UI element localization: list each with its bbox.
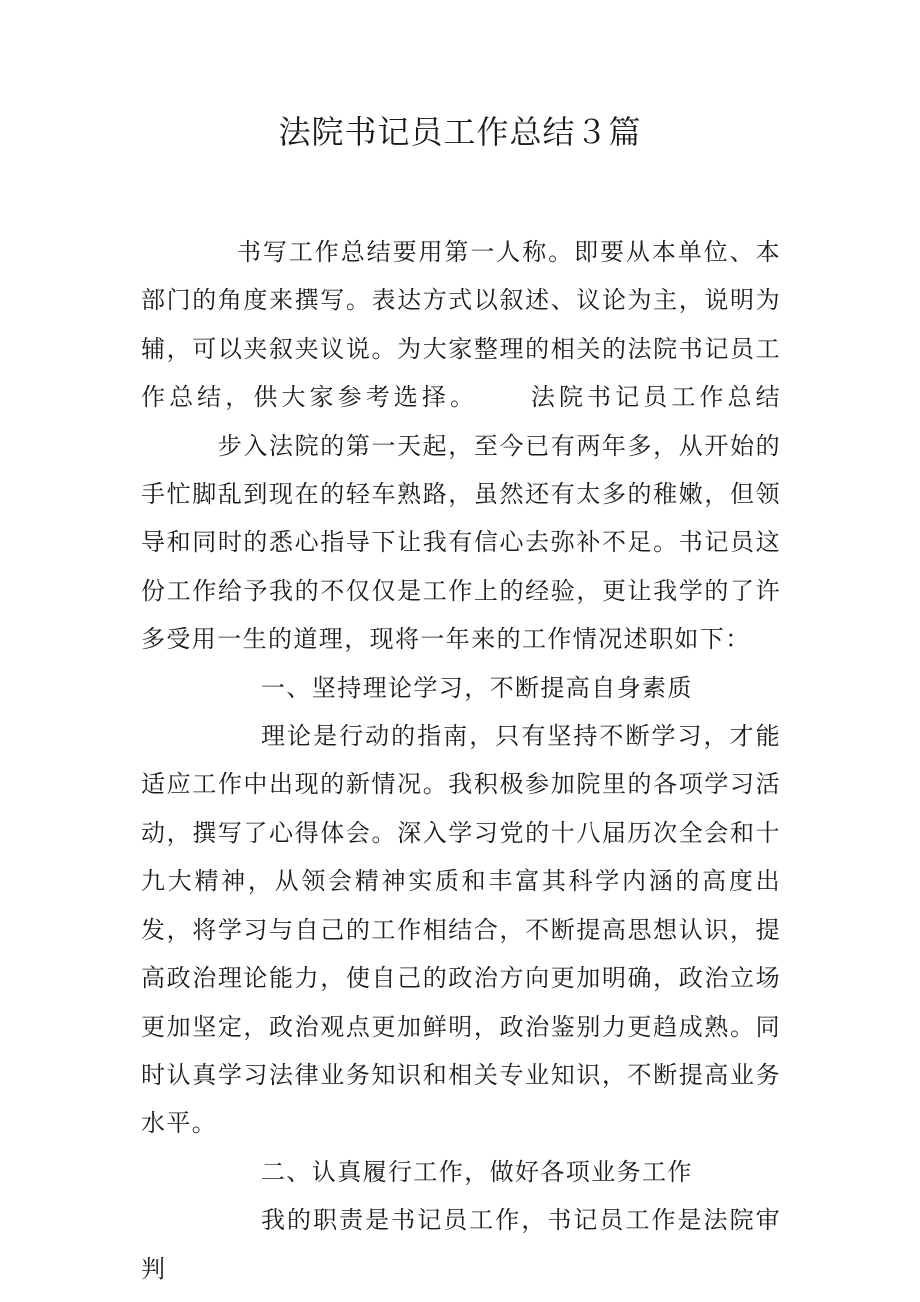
intro-text: 书写工作总结要用第一人称。即要从本单位、本部门的角度来撰写。表达方式以叙述、议论为主，说明为辅，可以夹叙夹议说。为大家整理的相关的法院书记员工作总结，供大家参考选择。 xyxy=(141,238,781,412)
document-title: 法院书记员工作总结３篇 xyxy=(278,113,642,151)
section2-paragraph: 我的职责是书记员工作，书记员工作是法院审判 xyxy=(141,1206,781,1283)
inline-heading: 法院书记员工作总结 xyxy=(530,383,781,412)
section1-paragraph: 理论是行动的指南，只有坚持不断学习，才能适应工作中出现的新情况。我积极参加院里的各项学习活动，撰写了心得体会。深入学习党的十八届历次全会和十九大精神，从领会精神实质和丰富其科学内涵的高度出发，将学习与自己的工作相结合，不断提高思想认识，提高政治理论能力，使自己的政治方向更加明确，政治立场更加坚定，政治观点更加鲜明，政治鉴别力更趋成熟。同时认真学习法律业务知识和相关专业知识，不断提高业务水平。 xyxy=(141,722,781,1138)
intro-paragraph xyxy=(141,228,781,664)
section1-heading: 一、坚持理论学习，不断提高自身素质 xyxy=(261,673,693,702)
section2-heading: 二、认真履行工作，做好各项业务工作 xyxy=(261,1157,693,1186)
opening-text: 步入法院的第一天起，至今已有两年多，从开始的手忙脚乱到现在的轻车熟路，虽然还有太多的稚嫩，但领导和同时的悉心指导下让我有信心去弥补不足。书记员这份工作给予我的不仅仅是工作上的经验，更让我学的了许多受用一生的道理，现将一年来的工作情况述职如下： xyxy=(141,431,781,654)
document-body xyxy=(141,228,781,1293)
